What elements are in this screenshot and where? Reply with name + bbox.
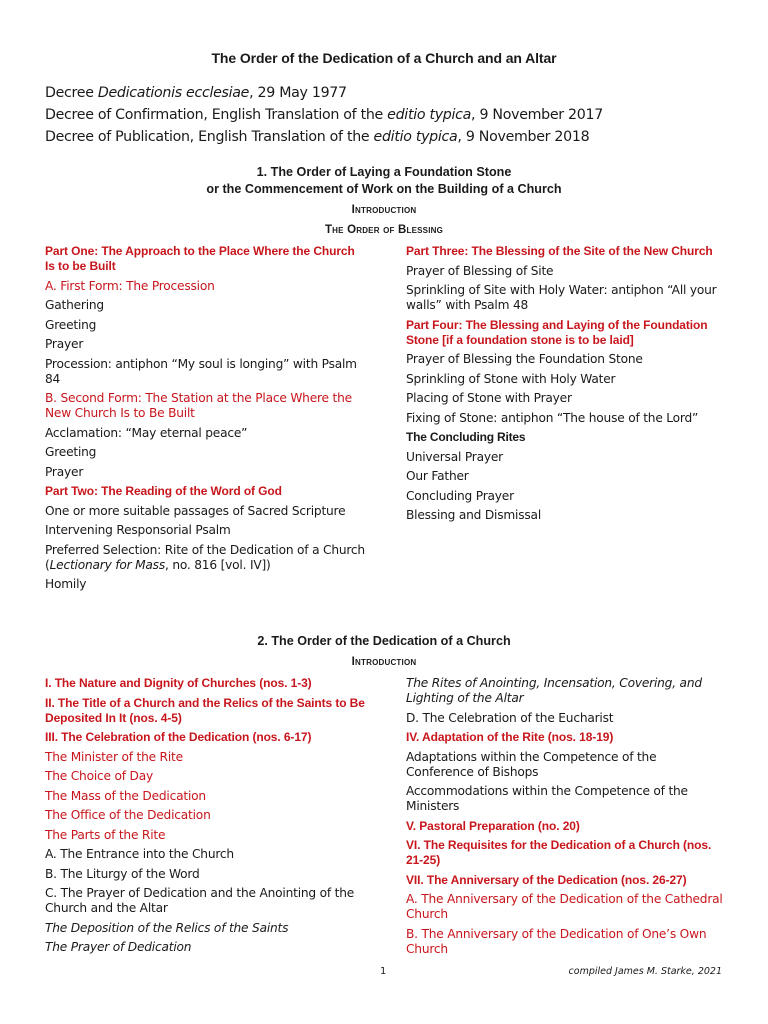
toc-item-vi: VI. The Requisites for the Dedication of a Church (nos. 21-25) bbox=[406, 838, 712, 867]
list-item: Concluding Prayer bbox=[406, 488, 514, 503]
decree-list bbox=[45, 82, 603, 148]
list-item: Procession: antiphon “My soul is longing” with Psalm 84 bbox=[45, 356, 357, 386]
toc-item-v: V. Pastoral Preparation (no. 20) bbox=[406, 818, 580, 833]
section1-introduction: Introduction bbox=[351, 204, 417, 216]
section1-order-of-blessing: The Order of Blessing bbox=[324, 224, 444, 236]
list-item: Adaptations within the Competence of the Conference of Bishops bbox=[406, 749, 657, 779]
list-item: One or more suitable passages of Sacred Scripture bbox=[45, 503, 346, 518]
compiler-credit: compiled James M. Starke, 2021 bbox=[568, 966, 722, 977]
second-form-heading: B. Second Form: The Station at the Place Where the New Church Is to Be Built bbox=[45, 391, 352, 420]
list-item: Greeting bbox=[45, 445, 97, 459]
part-one-heading: Part One: The Approach to the Place Where the Church Is to be Built bbox=[45, 244, 355, 273]
toc-item-mass: The Mass of the Dedication bbox=[45, 788, 206, 803]
list-item: C. The Prayer of Dedication and the Anointing of the Church and the Altar bbox=[45, 886, 355, 915]
toc-item-choice: The Choice of Day bbox=[45, 769, 153, 783]
list-item: Blessing and Dismissal bbox=[406, 508, 542, 522]
section1-right-column bbox=[406, 244, 726, 528]
toc-item-ii: II. The Title of a Church and the Relics of the Saints to Be Deposited In It (nos. 4-5) bbox=[45, 695, 365, 725]
list-item: Prayer bbox=[45, 464, 84, 479]
list-item: The Rites of Anointing, Incensation, Covering, and Lighting of the Altar bbox=[406, 676, 702, 705]
list-item: Sprinkling of Stone with Holy Water bbox=[406, 371, 616, 386]
section2-introduction: Introduction bbox=[351, 656, 417, 668]
list-item: Acclamation: “May eternal peace” bbox=[45, 425, 248, 440]
toc-item-parts: The Parts of the Rite bbox=[45, 827, 166, 842]
section1-heading: 1. The Order of Laying a Foundation Stone or the Commencement of Work on the Building of a Church bbox=[206, 165, 562, 196]
list-item: Placing of Stone with Prayer bbox=[406, 391, 572, 405]
toc-item-iv: IV. Adaptation of the Rite (nos. 18-19) bbox=[406, 730, 614, 744]
concluding-rites-heading: The Concluding Rites bbox=[406, 430, 526, 444]
list-item: Greeting bbox=[45, 317, 97, 332]
page-number: 1 bbox=[380, 966, 387, 977]
toc-item-anniversary-cathedral: A. The Anniversary of the Dedication of the Cathedral Church bbox=[406, 892, 723, 921]
toc-item-office: The Office of the Dedication bbox=[45, 808, 211, 822]
list-item: Homily bbox=[45, 577, 87, 591]
part-four-heading: Part Four: The Blessing and Laying of the Foundation Stone [if a foundation stone is to be laid] bbox=[406, 317, 708, 347]
list-item: Universal Prayer bbox=[406, 449, 503, 464]
list-item: Gathering bbox=[45, 298, 104, 312]
list-item: A. The Entrance into the Church bbox=[45, 847, 234, 861]
part-two-heading: Part Two: The Reading of the Word of God bbox=[45, 484, 282, 498]
list-item: D. The Celebration of the Eucharist bbox=[406, 710, 614, 725]
list-item: Sprinkling of Site with Holy Water: antiphon “All your walls” with Psalm 48 bbox=[406, 283, 717, 312]
list-item: Intervening Responsorial Psalm bbox=[45, 523, 231, 537]
list-item: Prayer bbox=[45, 337, 84, 351]
section2-heading: 2. The Order of the Dedication of a Church bbox=[257, 634, 511, 648]
section2-left-column bbox=[45, 676, 365, 960]
decree-confirmation: Decree of Confirmation, English Translation of the editio typica, 9 November 2017 bbox=[45, 107, 603, 123]
list-item: Preferred Selection: Rite of the Dedication of a Church (Lectionary for Mass, no. 816 [vol. IV]) bbox=[45, 542, 365, 572]
page-title: The Order of the Dedication of a Church and an Altar bbox=[211, 50, 557, 66]
list-item: Fixing of Stone: antiphon “The house of the Lord” bbox=[406, 410, 699, 425]
list-item: B. The Liturgy of the Word bbox=[45, 866, 200, 881]
toc-item-minister: The Minister of the Rite bbox=[45, 749, 183, 764]
first-form-heading: A. First Form: The Procession bbox=[45, 278, 215, 293]
section2-right-column bbox=[406, 676, 726, 961]
toc-item-iii: III. The Celebration of the Dedication (nos. 6-17) bbox=[45, 730, 312, 744]
toc-item-vii: VII. The Anniversary of the Dedication (nos. 26-27) bbox=[406, 872, 687, 887]
list-item: Prayer of Blessing the Foundation Stone bbox=[406, 352, 643, 366]
list-item: Prayer of Blessing of Site bbox=[406, 263, 554, 278]
decree-dedicationis: Decree Dedicationis ecclesiae, 29 May 1977 bbox=[45, 85, 347, 101]
list-item: Our Father bbox=[406, 469, 469, 483]
part-three-heading: Part Three: The Blessing of the Site of the New Church bbox=[406, 244, 713, 258]
section1-left-column bbox=[45, 244, 365, 597]
list-item: Accommodations within the Competence of the Ministers bbox=[406, 784, 688, 813]
list-item: The Deposition of the Relics of the Saints bbox=[45, 920, 289, 935]
toc-item-anniversary-own: B. The Anniversary of the Dedication of One’s Own Church bbox=[406, 926, 707, 956]
decree-publication: Decree of Publication, English Translation of the editio typica, 9 November 2018 bbox=[45, 129, 590, 145]
toc-item-i: I. The Nature and Dignity of Churches (nos. 1-3) bbox=[45, 676, 312, 690]
list-item: The Prayer of Dedication bbox=[45, 940, 192, 954]
